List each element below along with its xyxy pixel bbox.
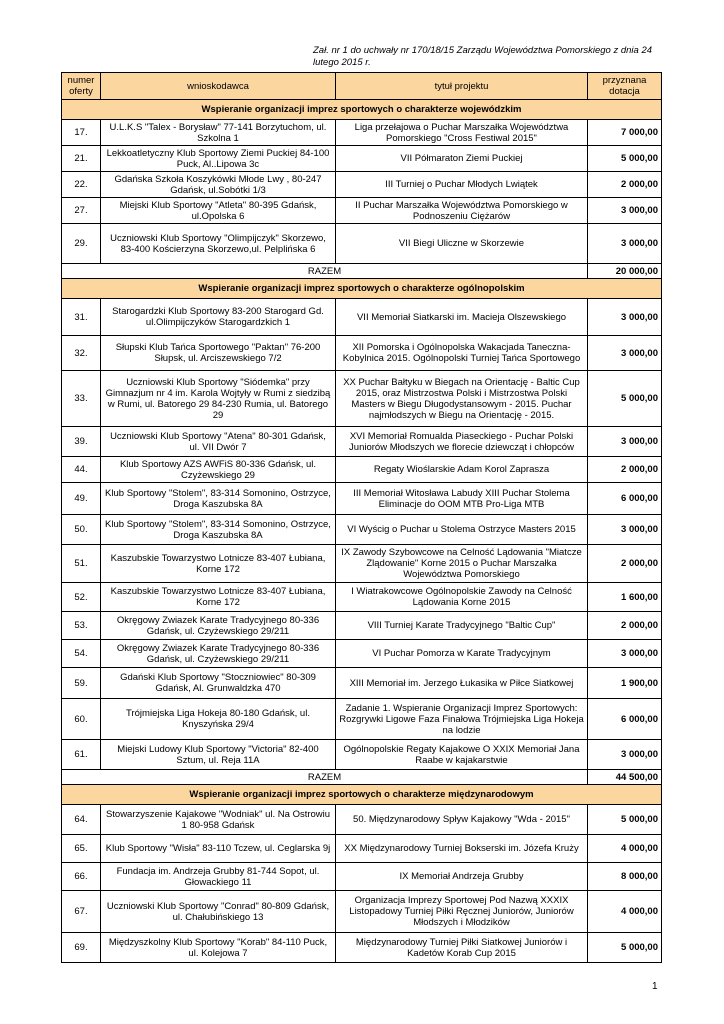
offer-number: 29. [62,224,101,264]
section-heading: Wspieranie organizacji imprez sportowych o charakterze ogólnopolskim [62,279,662,299]
applicant-cell: Międzyszkolny Klub Sportowy "Korab" 84-110 Puck, ul. Kolejowa 7 [101,933,336,963]
applicant-cell: Kaszubskie Towarzystwo Lotnicze 83-407 Łubiana, Korne 172 [101,583,336,612]
grant-amount-cell: 3 000,00 [588,198,662,224]
applicant-cell: Fundacja im. Andrzeja Grubby 81-744 Sopot, ul. Głowackiego 11 [101,863,336,891]
column-header-number: numer oferty [62,73,101,100]
offer-number: 44. [62,457,101,483]
project-title-cell: VII Półmaraton Ziemi Puckiej [336,146,588,172]
applicant-cell: Klub Sportowy "Wisła" 83-110 Tczew, ul. Ceglarska 9j [101,835,336,863]
project-title-cell: XIII Memoriał im. Jerzego Łukasika w Piłce Siatkowej [336,668,588,699]
offer-number: 65. [62,835,101,863]
applicant-cell: Kaszubskie Towarzystwo Lotnicze 83-407 Łubiana, Korne 172 [101,545,336,583]
offer-number: 61. [62,740,101,770]
offer-number: 60. [62,699,101,740]
grant-amount-cell: 3 000,00 [588,336,662,371]
applicant-cell: Klub Sportowy "Stolem", 83-314 Somonino, Ostrzyce, Droga Kaszubska 8A [101,515,336,545]
project-title-cell: Liga przełajowa o Puchar Marszałka Województwa Pomorskiego "Cross Festiwal 2015" [336,120,588,146]
table-row [62,120,662,146]
grant-amount-cell: 2 000,00 [588,545,662,583]
grant-amount-cell: 3 000,00 [588,427,662,457]
table-row [62,933,662,963]
offer-number: 27. [62,198,101,224]
applicant-cell: Miejski Klub Sportowy "Atleta" 80-395 Gdańsk, ul.Opolska 6 [101,198,336,224]
table-row [62,336,662,371]
applicant-cell: Uczniowski Klub Sportowy "Atena" 80-301 Gdańsk, ul. VII Dwór 7 [101,427,336,457]
grant-amount-cell: 1 600,00 [588,583,662,612]
total-label: RAZEM [62,264,588,279]
section-heading-row [62,100,662,120]
table-body [62,100,662,963]
applicant-cell: Klub Sportowy AZS AWFiS 80-336 Gdańsk, ul. Czyżewskiego 29 [101,457,336,483]
applicant-cell: Gdańska Szkoła Koszykówki Młode Lwy , 80-247 Gdańsk, ul.Sobótki 1/3 [101,172,336,198]
table-row [62,668,662,699]
grant-amount-cell: 3 000,00 [588,299,662,336]
offer-number: 59. [62,668,101,699]
project-title-cell: I Wiatrakowcowe Ogólnopolskie Zawody na Celność Lądowania Korne 2015 [336,583,588,612]
table-row [62,863,662,891]
project-title-cell: IX Zawody Szybowcowe na Celność Lądowania "Miatcze Zlądowanie" Korne 2015 o Puchar Marszałka Województwa Pomorskiego [336,545,588,583]
table-row [62,371,662,427]
project-title-cell: XX Międzynarodowy Turniej Bokserski im. Józefa Kruży [336,835,588,863]
grant-amount-cell: 7 000,00 [588,120,662,146]
offer-number: 17. [62,120,101,146]
table-row [62,891,662,933]
table-row [62,172,662,198]
header-line-1: Zał. nr 1 do uchwały nr 170/18/15 Zarządu Województwa Pomorskiego z dnia 24 [313,45,653,56]
total-amount: 20 000,00 [588,264,662,279]
section-heading-row [62,785,662,805]
table-row [62,699,662,740]
grant-amount-cell: 3 000,00 [588,515,662,545]
offer-number: 21. [62,146,101,172]
table-row [62,740,662,770]
grant-amount-cell: 3 000,00 [588,640,662,668]
offer-number: 66. [62,863,101,891]
project-title-cell: IX Memoriał Andrzeja Grubby [336,863,588,891]
project-title-cell: 50. Międzynarodowy Spływ Kajakowy "Wda - 2015" [336,805,588,835]
project-title-cell: Regaty Wioślarskie Adam Korol Zaprasza [336,457,588,483]
project-title-cell: XX Puchar Bałtyku w Biegach na Orientację - Baltic Cup 2015, oraz Mistrzostwa Polski i Mistrzostwa Polski Masters w Biegu Długodystansowym - 2015. Puchar najmłodszych w Biegu na Orientację - 2015. [336,371,588,427]
project-title-cell: VI Puchar Pomorza w Karate Tradycyjnym [336,640,588,668]
applicant-cell: Okręgowy Zwiazek Karate Tradycyjnego 80-336 Gdańsk, ul. Czyżewskiego 29/211 [101,640,336,668]
grant-amount-cell: 6 000,00 [588,483,662,515]
applicant-cell: U.L.K.S "Talex - Borysław" 77-141 Borzytuchom, ul. Szkolna 1 [101,120,336,146]
offer-number: 50. [62,515,101,545]
column-header-title: tytuł projektu [336,73,588,100]
grant-amount-cell: 2 000,00 [588,172,662,198]
offer-number: 32. [62,336,101,371]
table-row [62,457,662,483]
grant-amount-cell: 5 000,00 [588,371,662,427]
total-label: RAZEM [62,770,588,785]
column-header-applicant: wnioskodawca [101,73,336,100]
offer-number: 67. [62,891,101,933]
project-title-cell: VII Biegi Uliczne w Skorzewie [336,224,588,264]
offer-number: 33. [62,371,101,427]
grant-amount-cell: 3 000,00 [588,224,662,264]
offer-number: 39. [62,427,101,457]
grant-amount-cell: 6 000,00 [588,699,662,740]
grant-amount-cell: 1 900,00 [588,668,662,699]
grant-amount-cell: 4 000,00 [588,891,662,933]
section-heading: Wspieranie organizacji imprez sportowych o charakterze wojewódzkim [62,100,662,120]
table-row [62,545,662,583]
project-title-cell: III Turniej o Puchar Młodych Lwiątek [336,172,588,198]
total-row [62,770,662,785]
offer-number: 54. [62,640,101,668]
project-title-cell: Międzynarodowy Turniej Piłki Siatkowej Juniorów i Kadetów Korab Cup 2015 [336,933,588,963]
project-title-cell: Organizacja Imprezy Sportowej Pod Nazwą XXXIX Listopadowy Turniej Piłki Ręcznej Juniorów, Juniorów Młodszych i Młodzików [336,891,588,933]
table-row [62,583,662,612]
grant-amount-cell: 2 000,00 [588,457,662,483]
offer-number: 64. [62,805,101,835]
project-title-cell: Ogólnopolskie Regaty Kajakowe O XXIX Memoriał Jana Raabe w kajakarstwie [336,740,588,770]
applicant-cell: Trójmiejska Liga Hokeja 80-180 Gdańsk, ul. Knyszyńska 29/4 [101,699,336,740]
project-title-cell: XVI Memoriał Romualda Piaseckiego - Puchar Polski Juniorów Młodszych we florecie dziewcząt i chłopców [336,427,588,457]
grant-amount-cell: 5 000,00 [588,146,662,172]
table-row [62,612,662,640]
table-row [62,146,662,172]
table-row [62,224,662,264]
applicant-cell: Uczniowski Klub Sportowy "Conrad" 80-809 Gdańsk, ul. Chałubińskiego 13 [101,891,336,933]
grants-table [61,72,662,963]
project-title-cell: XII Pomorska i Ogólnopolska Wakacjada Taneczna- Kobylnica 2015. Ogólnopolski Turniej Tańca Sportowego [336,336,588,371]
project-title-cell: VI Wyścig o Puchar u Stolema Ostrzyce Masters 2015 [336,515,588,545]
table-row [62,515,662,545]
project-title-cell: II Puchar Marszałka Województwa Pomorskiego w Podnoszeniu Ciężarów [336,198,588,224]
project-title-cell: VIII Turniej Karate Tradycyjnego "Baltic Cup" [336,612,588,640]
table-row [62,483,662,515]
grant-amount-cell: 4 000,00 [588,835,662,863]
applicant-cell: Uczniowski Klub Sportowy "Olimpijczyk" Skorzewo, 83-400 Kościerzyna Skorzewo,ul. Pelplińska 6 [101,224,336,264]
offer-number: 69. [62,933,101,963]
table-row [62,427,662,457]
grant-amount-cell: 5 000,00 [588,805,662,835]
table-row [62,805,662,835]
offer-number: 53. [62,612,101,640]
table-row [62,640,662,668]
header-line-2: lutego 2015 r. [313,57,371,68]
applicant-cell: Stowarzyszenie Kajakowe "Wodniak" ul. Na Ostrowiu 1 80-958 Gdańsk [101,805,336,835]
grant-amount-cell: 2 000,00 [588,612,662,640]
grant-amount-cell: 8 000,00 [588,863,662,891]
project-title-cell: III Memoriał Witosława Labudy XIII Puchar Stolema Eliminacje do OOM MTB Pro-Liga MTB [336,483,588,515]
total-row [62,264,662,279]
column-header-amount: przyznana dotacja [588,73,662,100]
project-title-cell: Zadanie 1. Wspieranie Organizacji Imprez Sportowych: Rozgrywki Ligowe Faza Finałowa Trójmiejska Liga Hokeja na lodzie [336,699,588,740]
document-header [313,45,673,69]
grant-amount-cell: 3 000,00 [588,740,662,770]
table-row [62,198,662,224]
applicant-cell: Słupski Klub Tańca Sportowego "Paktan" 76-200 Słupsk, ul. Arciszewskiego 7/2 [101,336,336,371]
offer-number: 31. [62,299,101,336]
applicant-cell: Uczniowski Klub Sportowy "Siódemka" przy Gimnazjum nr 4 im. Karola Wojtyły w Rumi z siedzibą w Rumi, ul. Batorego 29 84-230 Rumia, ul. Batorego 29 [101,371,336,427]
table-row [62,835,662,863]
total-amount: 44 500,00 [588,770,662,785]
applicant-cell: Lekkoatletyczny Klub Sportowy Ziemi Puckiej 84-100 Puck, Al..Lipowa 3c [101,146,336,172]
project-title-cell: VII Memoriał Siatkarski im. Macieja Olszewskiego [336,299,588,336]
offer-number: 49. [62,483,101,515]
offer-number: 52. [62,583,101,612]
applicant-cell: Okręgowy Zwiazek Karate Tradycyjnego 80-336 Gdańsk, ul. Czyżewskiego 29/211 [101,612,336,640]
section-heading: Wspieranie organizacji imprez sportowych o charakterze międzynarodowym [62,785,662,805]
table-row [62,299,662,336]
table-header-row [62,73,662,100]
offer-number: 22. [62,172,101,198]
applicant-cell: Klub Sportowy "Stolem", 83-314 Somonino, Ostrzyce, Droga Kaszubska 8A [101,483,336,515]
offer-number: 51. [62,545,101,583]
applicant-cell: Miejski Ludowy Klub Sportowy "Victoria" 82-400 Sztum, ul. Reja 11A [101,740,336,770]
section-heading-row [62,279,662,299]
page-number: 1 [652,981,658,992]
grant-amount-cell: 5 000,00 [588,933,662,963]
applicant-cell: Starogardzki Klub Sportowy 83-200 Starogard Gd. ul.Olimpijczyków Starogardzkich 1 [101,299,336,336]
applicant-cell: Gdański Klub Sportowy "Stoczniowiec" 80-309 Gdańsk, Al. Grunwaldzka 470 [101,668,336,699]
